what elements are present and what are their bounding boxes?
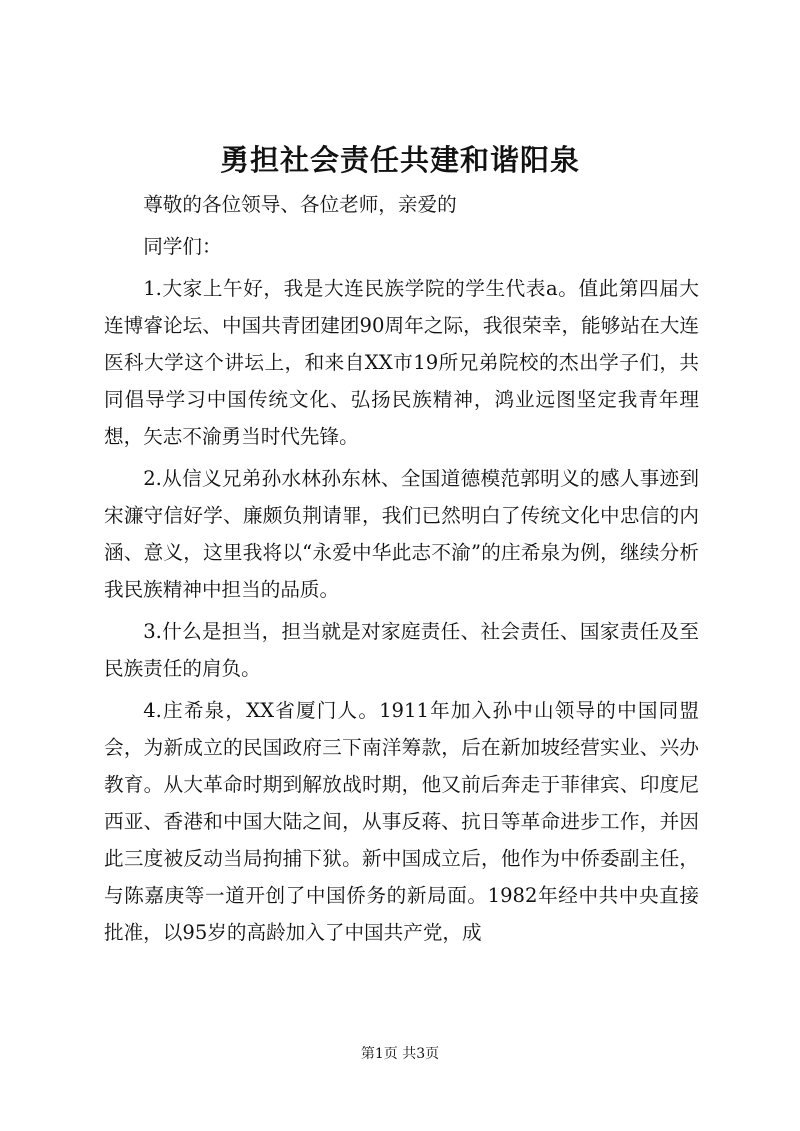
salutation-line-2: 同学们： bbox=[143, 235, 222, 258]
document-body bbox=[104, 186, 699, 951]
paragraph-4: 4.庄希泉，XX省厦门人。1911年加入孙中山领导的中国同盟会，为新成立的民国政府三下南洋筹款，后在新加坡经营实业、兴办教育。从大革命时期到解放战时期，他又前后奔走于菲律宾、印度尼西亚、香港和中国大陆之间，从事反蒋、抗日等革命进步工作，并因此三度被反动当局拘捕下狱。新中国成立后，他作为中侨委副主任，与陈嘉庚等一道开创了中国侨务的新局面。1982年经中共中央直接批准，以95岁的高龄加入了中国共产党，成 bbox=[104, 699, 699, 944]
salutation-line-1: 尊敬的各位领导、各位老师，亲爱的 bbox=[143, 193, 457, 216]
document-title: 勇担社会责任共建和谐阳泉 bbox=[219, 143, 580, 177]
paragraph-3: 3.什么是担当，担当就是对家庭责任、社会责任、国家责任及至民族责任的肩负。 bbox=[104, 620, 699, 680]
page-footer: 第1页 共3页 bbox=[360, 1046, 440, 1062]
paragraph-2: 2.从信义兄弟孙水林孙东林、全国道德模范郭明义的感人事迹到宋濂守信好学、廉颇负荆请罪，我们已然明白了传统文化中忠信的内涵、意义，这里我将以“永爱中华此志不渝”的庄希泉为例，继续分析我民族精神中担当的品质。 bbox=[104, 467, 699, 601]
paragraph-1: 1.大家上午好，我是大连民族学院的学生代表a。值此第四届大连博睿论坛、中国共青团建团90周年之际，我很荣幸，能够站在大连医科大学这个讲坛上，和来自XX市19所兄弟院校的杰出学子们，共同倡导学习中国传统文化、弘扬民族精神，鸿业远图坚定我青年理想，矢志不渝勇当时代先锋。 bbox=[104, 277, 699, 448]
